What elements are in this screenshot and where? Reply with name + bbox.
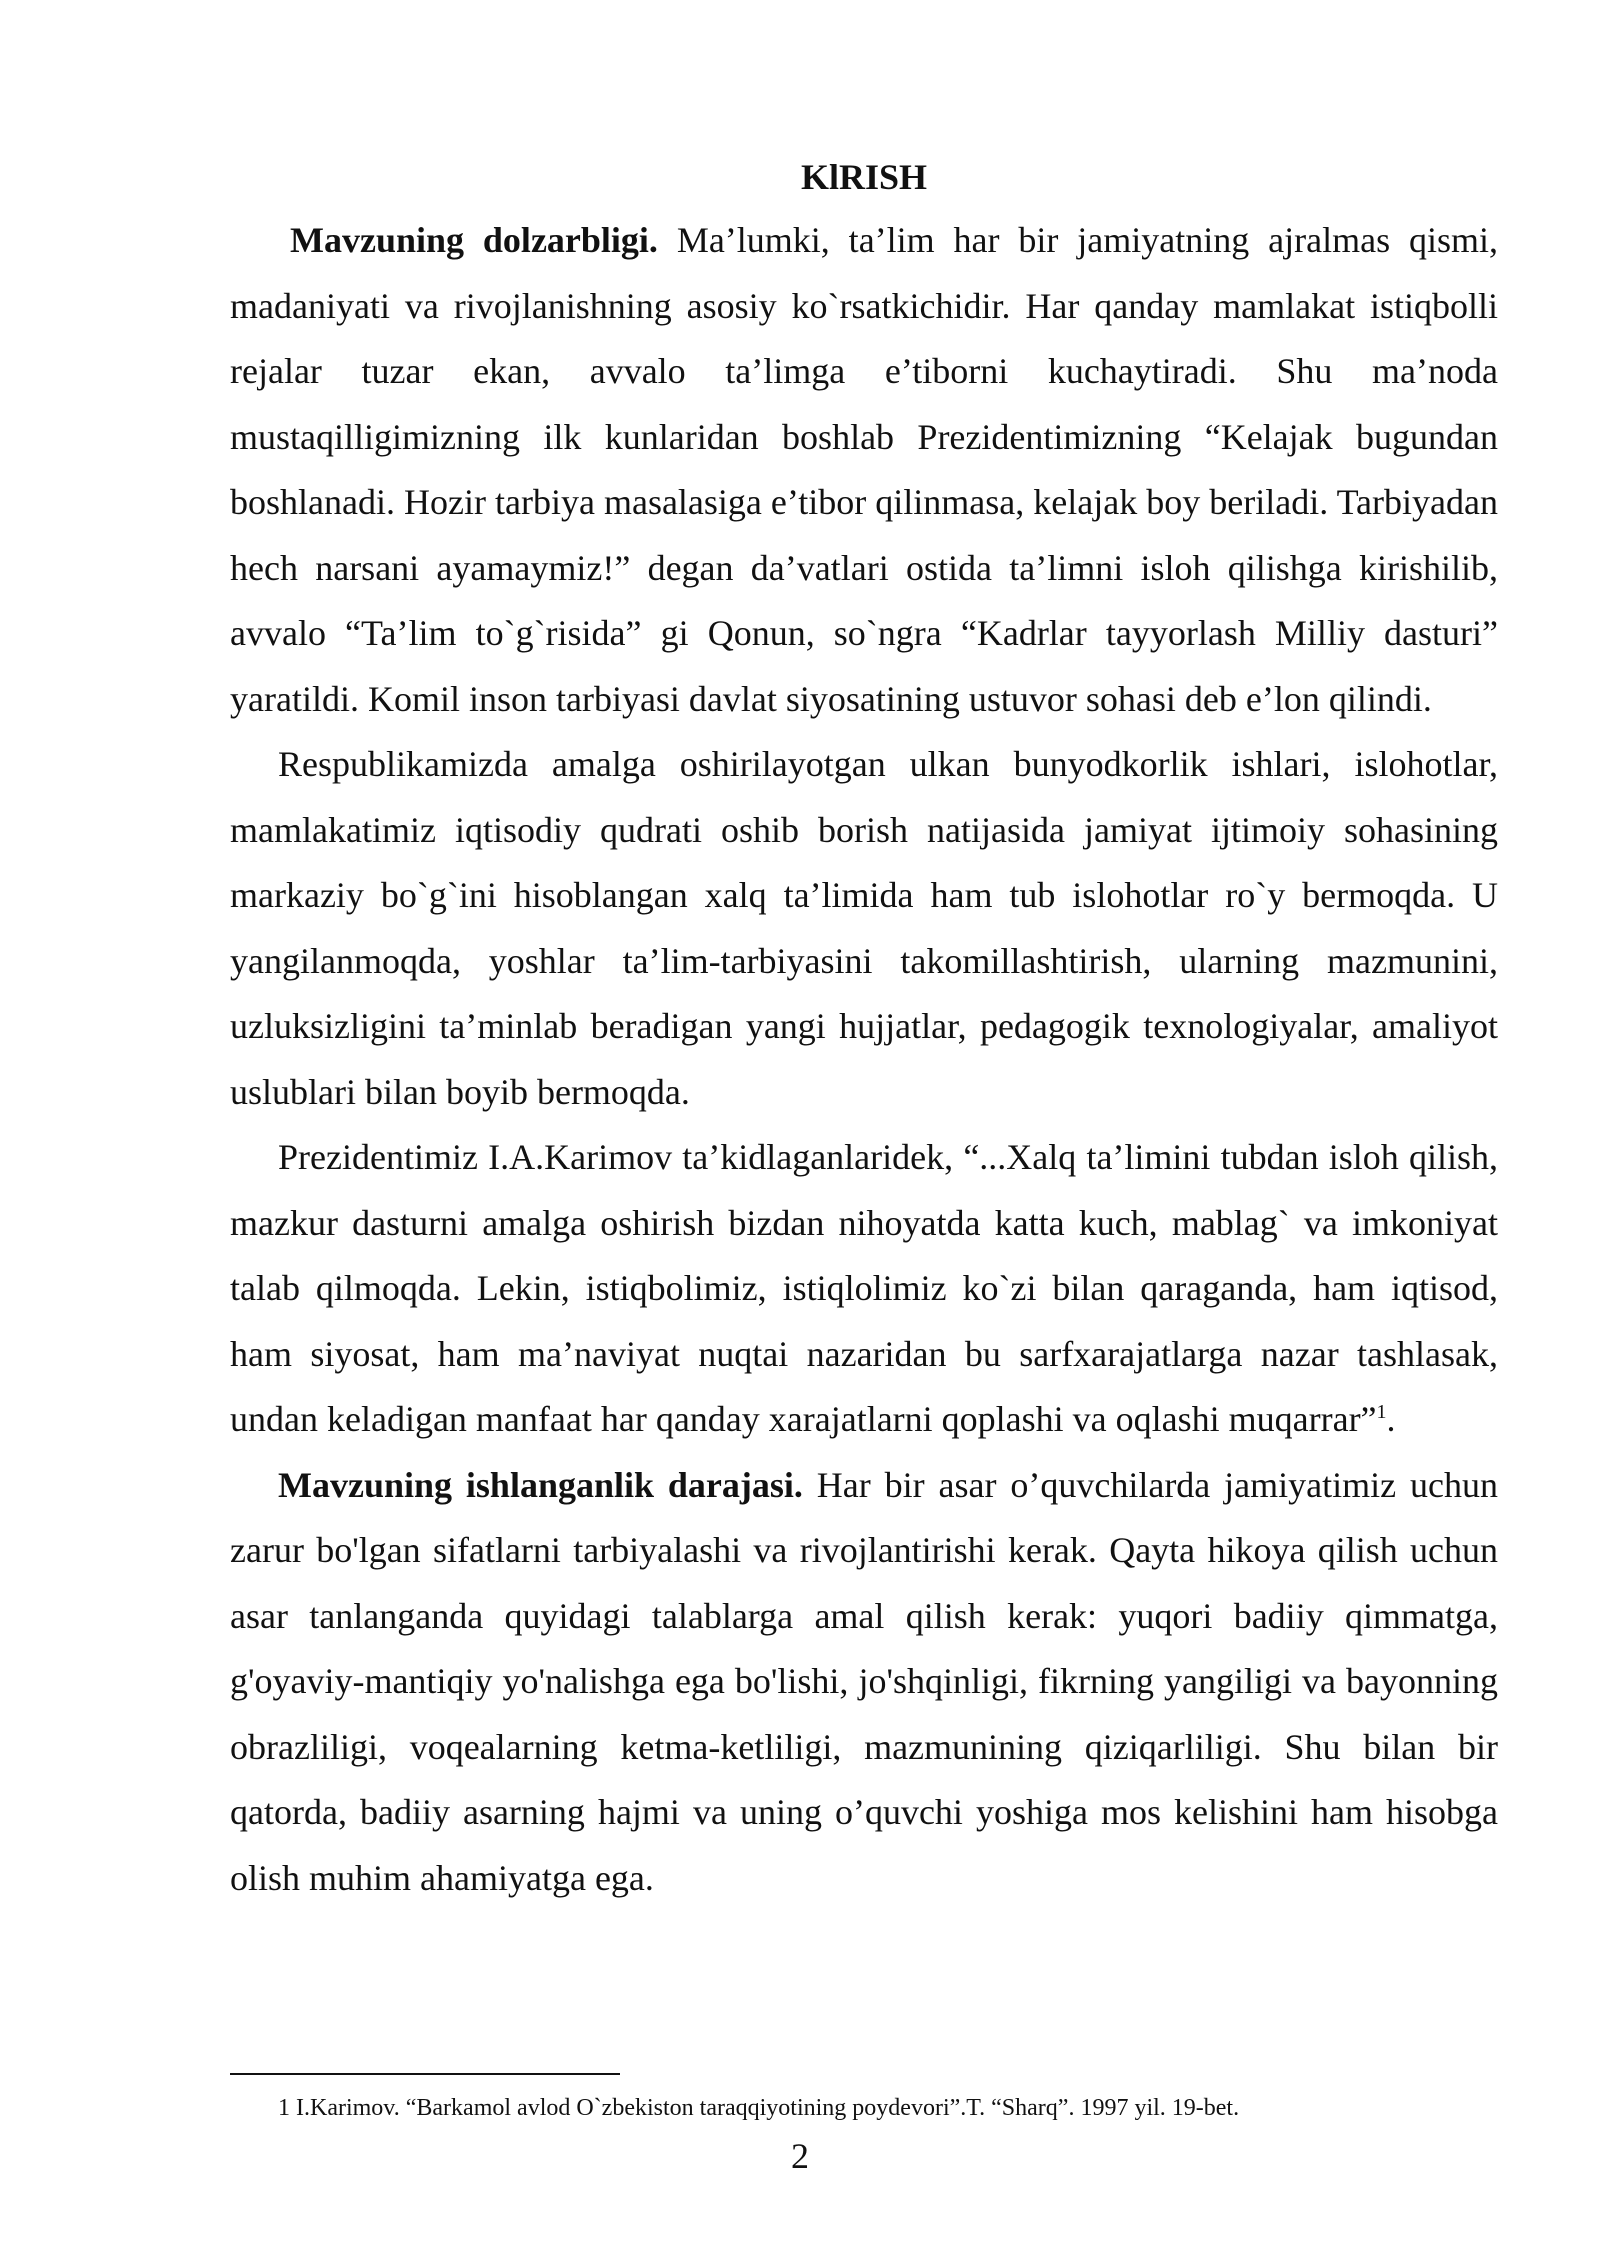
reforms-text: Respublikamizda amalga oshirilayotgan ulkan bunyodkorlik ishlari, islohotlar, mamlakatimiz iqtisodiy qudrati oshib borish natijasida jamiyat ijtimoiy sohasining markaziy bo`g`ini hisoblangan xalq ta’limida ham tub islohotlar ro`y bermoqda. U yangilanmoqda, yoshlar ta’lim-tarbiyasini takomillashtirish, ularning mazmunini, uzluksizligini ta’minlab beradigan yangi hujjatlar, pedagogik texnologiyalar, amaliyot uslublari bilan boyib bermoqda. [230,744,1498,1112]
quote-text: Prezidentimiz I.A.Karimov ta’kidlaganlaridek, “...Xalq ta’limini tubdan isloh qilish, mazkur dasturni amalga oshirish bizdan nihoyatda katta kuch, mablag` va imkoniyat talab qilmoqda. Lekin, istiqbolimiz, istiqlolimiz ko`zi bilan qaraganda, ham iqtisod, ham siyosat, ham ma’naviyat nuqtai nazaridan bu sarfxarajatlarga nazar tashlasak, undan keladigan manfaat har qanday xarajatlarni qoplashi va oqlashi muqarrar” [230,1137,1498,1439]
footnote-divider [230,2073,620,2075]
footnote-text: 1 I.Karimov. “Barkamol avlod O`zbekiston taraqqiyotining poydevori”.T. “Sharq”. 1997 yil. 19-bet. [278,2095,1240,2121]
relevance-text: Ma’lumki, ta’lim har bir jamiyatning ajralmas qismi, madaniyati va rivojlanishning asosiy ko`rsatkichidir. Har qanday mamlakat istiqbolli rejalar tuzar ekan, avvalo ta’limga e’tiborni kuchaytiradi. Shu ma’noda mustaqilligimizning ilk kunlaridan boshlab Prezidentimizning “Kelajak bugundan boshlanadi. Hozir tarbiya masalasiga e’tibor qilinmasa, kelajak boy beriladi. Tarbiyadan hech narsani ayamaymiz!” degan da’vatlari ostida ta’limni isloh qilishga kirishilib, avvalo “Ta’lim to`g`risida” gi Qonun, so`ngra “Kadrlar tayyorlash Milliy dasturi” yaratildi. Komil inson tarbiyasi davlat siyosatining ustuvor sohasi deb e’lon qilindi. [230,220,1498,719]
footnote-reference[interactable]: 1 [1376,1401,1387,1423]
development-level-heading: Mavzuning ishlanganlik darajasi. [278,1464,803,1505]
paragraph-reforms [230,732,1498,1125]
page-title: KlRISH [800,157,928,197]
document-body [230,150,1498,1911]
development-level-text: Har bir asar o’quvchilarda jamiyatimiz uchun zarur bo'lgan sifatlarni tarbiyalashi va rivojlantirishi kerak. Qayta hikoya qilish uchun asar tanlanganda quyidagi talablarga amal qilish kerak: yuqori badiiy qimmatga, g'oyaviy-mantiqiy yo'nalishga ega bo'lishi, jo'shqinligi, fikrning yangiligi va bayonning obrazliligi, voqealarning ketma-ketliligi, mazmunining qiziqarliligi. Shu bilan bir qatorda, badiiy asarning hajmi va uning o’quvchi yoshiga mos kelishini ham hisobga olish muhim ahamiyatga ega. [230,1464,1498,1898]
paragraph-relevance [230,208,1498,732]
quote-tail: . [1386,1399,1396,1439]
page-number: 2 [791,2136,809,2176]
relevance-heading: Mavzuning dolzarbligi. [290,220,658,260]
paragraph-development-level [230,1453,1498,1912]
paragraph-quote [230,1125,1498,1453]
